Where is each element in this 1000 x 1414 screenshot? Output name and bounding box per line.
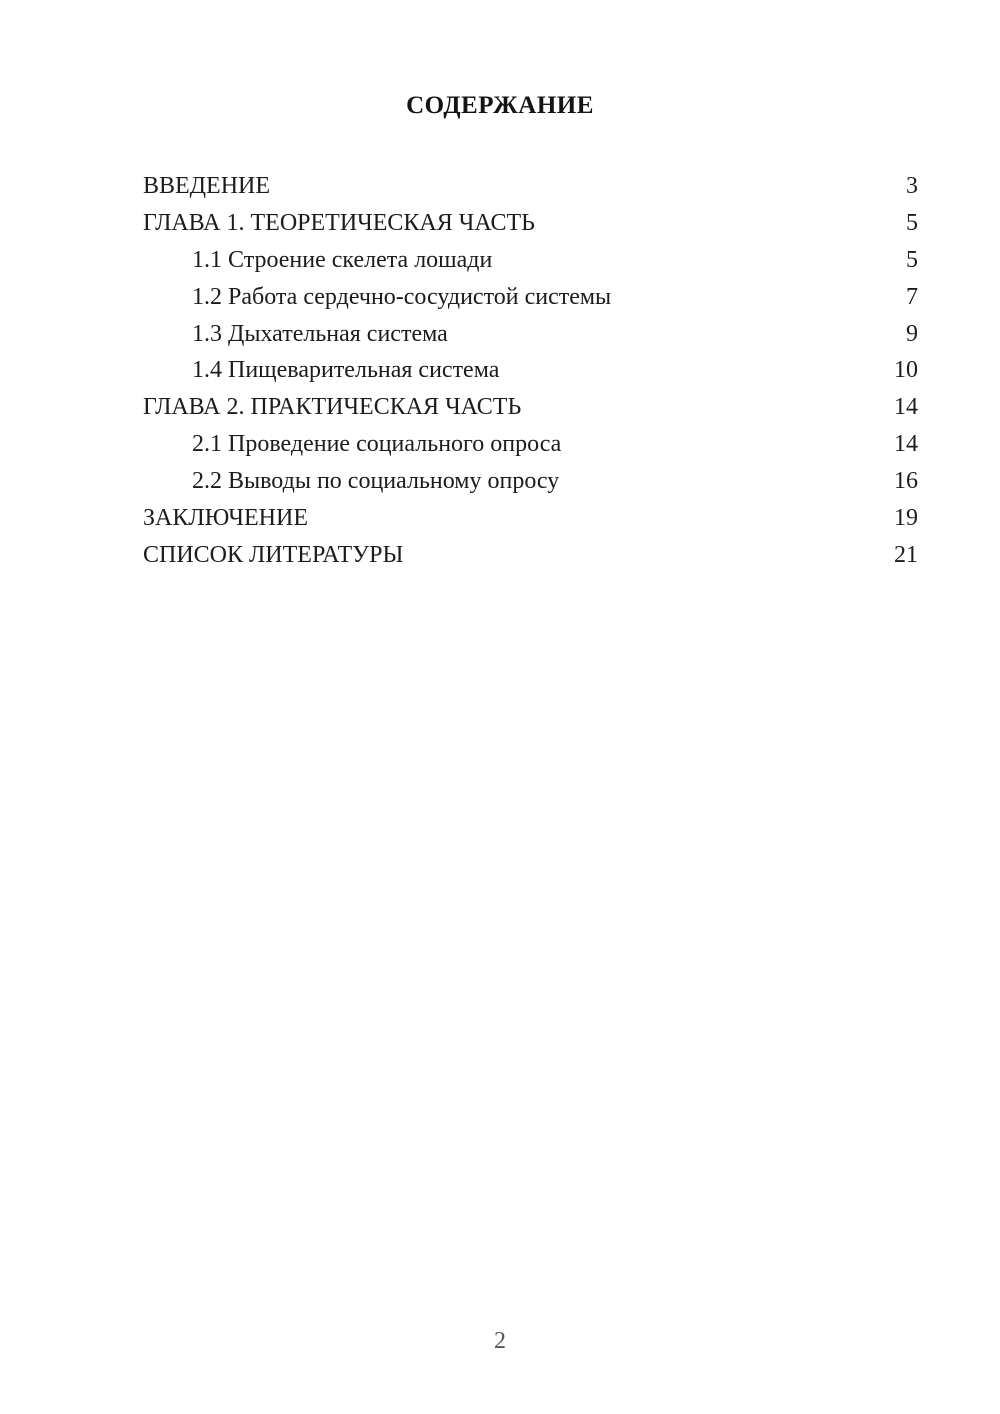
toc-entry-page-number: 21	[894, 541, 918, 568]
toc-entry	[143, 316, 918, 353]
toc-entry-label: 1.2 Работа сердечно-сосудистой системы	[192, 283, 612, 310]
toc-entry	[143, 205, 918, 242]
toc-entry-page-number: 7	[906, 283, 918, 310]
toc-entry-label: 1.1 Строение скелета лошади	[192, 246, 493, 273]
toc-entry	[143, 463, 918, 500]
toc-entry-page-number: 10	[894, 357, 918, 384]
toc-entry-label: ВВЕДЕНИЕ	[143, 173, 271, 199]
toc-entry-page-number: 3	[906, 173, 918, 199]
toc-entry	[143, 389, 918, 426]
toc-entry	[143, 279, 918, 316]
toc-entry-page-number: 19	[894, 505, 918, 532]
page-title: СОДЕРЖАНИЕ	[406, 92, 594, 119]
toc-entry-label: ГЛАВА 1. ТЕОРЕТИЧЕСКАЯ ЧАСТЬ	[143, 209, 535, 236]
toc-entry	[143, 352, 918, 389]
toc-entry-label: 2.1 Проведение социального опроса	[192, 431, 562, 458]
toc-entry-label: ГЛАВА 2. ПРАКТИЧЕСКАЯ ЧАСТЬ	[143, 394, 522, 421]
table-of-contents	[143, 168, 918, 574]
toc-entry-label: 2.2 Выводы по социальному опросу	[192, 468, 560, 495]
toc-entry-label: 1.4 Пищеварительная система	[192, 357, 500, 384]
toc-entry-page-number: 5	[906, 246, 918, 273]
toc-entry-page-number: 5	[906, 209, 918, 236]
toc-entry-label: 1.3 Дыхательная система	[192, 320, 448, 347]
toc-entry-label: ЗАКЛЮЧЕНИЕ	[143, 505, 308, 532]
footer-page-number: 2	[494, 1328, 506, 1354]
toc-entry-page-number: 9	[906, 320, 918, 347]
toc-entry	[143, 426, 918, 463]
toc-entry-page-number: 16	[894, 468, 918, 495]
toc-entry	[143, 242, 918, 279]
toc-entry-label: СПИСОК ЛИТЕРАТУРЫ	[143, 541, 404, 568]
toc-entry-page-number: 14	[894, 431, 918, 458]
toc-entry-page-number: 14	[894, 394, 918, 421]
toc-entry	[143, 537, 918, 574]
toc-entry	[143, 500, 918, 537]
toc-entry	[143, 168, 918, 205]
